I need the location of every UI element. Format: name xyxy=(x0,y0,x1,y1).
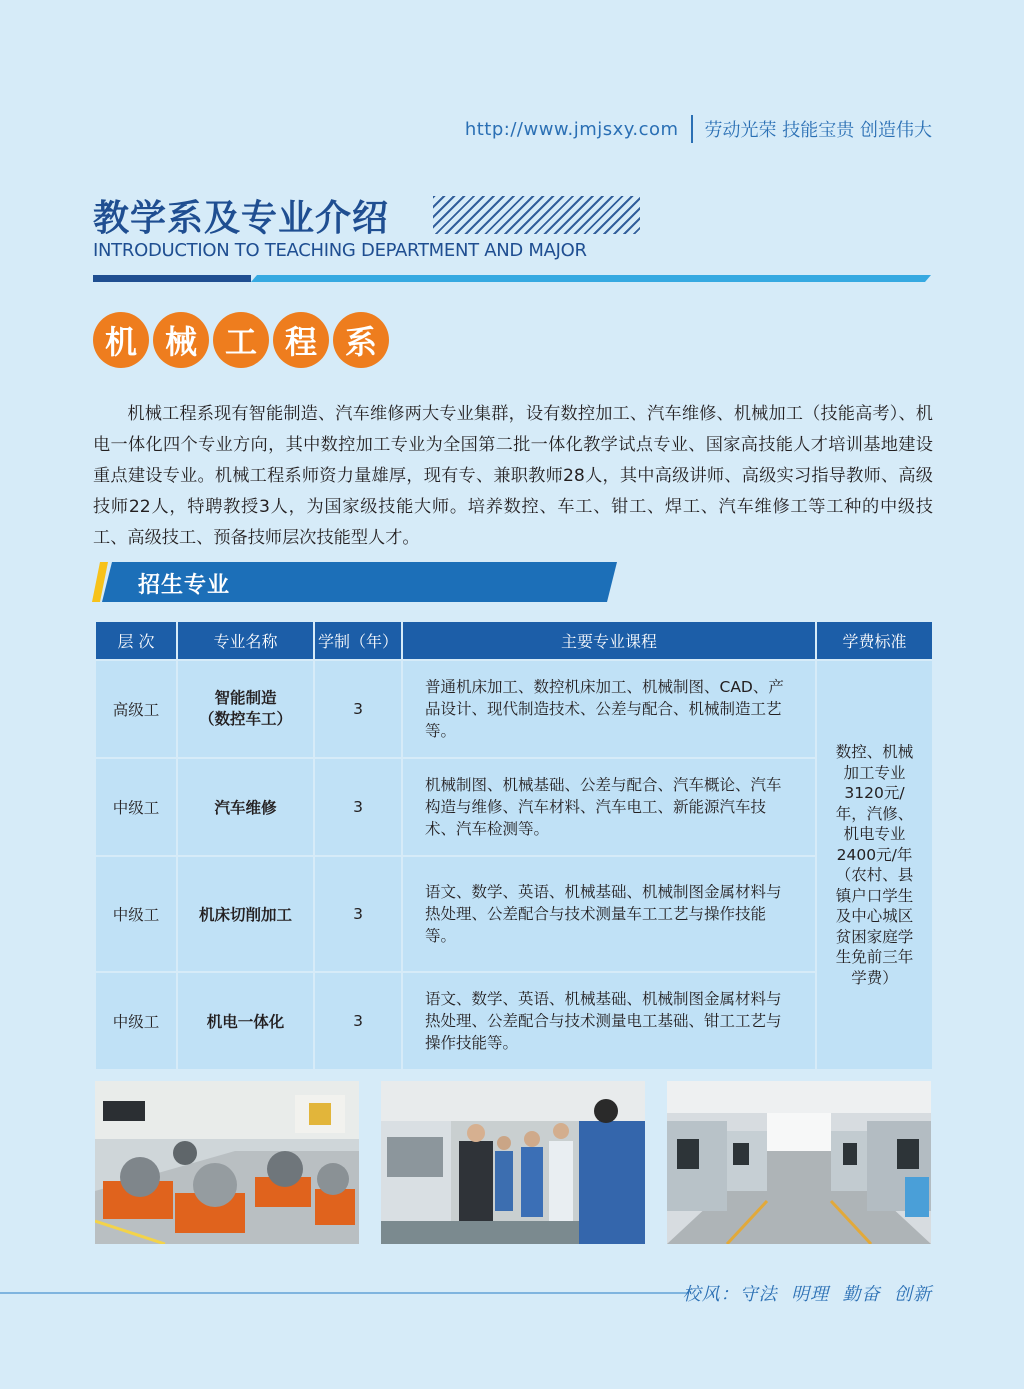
level-cell: 高级工 xyxy=(95,660,177,758)
department-char: 械 xyxy=(153,312,209,368)
underline-light-segment xyxy=(251,275,931,282)
page-title: 教学系及专业介绍 xyxy=(93,198,390,239)
major-name-cell: 汽车维修 xyxy=(177,758,314,856)
table-row xyxy=(95,660,933,758)
title-underline xyxy=(93,275,931,282)
department-char: 程 xyxy=(273,312,329,368)
department-intro: 机械工程系现有智能制造、汽车维修两大专业集群，设有数控加工、汽车维修、机械加工（技能高考）、机电一体化四个专业方向，其中数控加工专业为全国第二批一体化教学试点专业、国家高技能人才培训基地建设重点建设专业。机械工程系师资力量雄厚，现有专、兼职教师28人，其中高级讲师、高级实习指导教师、高级技师22人，特聘教授3人，为国家级技能大师。培养数控、车工、钳工、焊工、汽车维修工等工种的中级技工、高级技工、预备技师层次技能型人才。 xyxy=(93,404,933,549)
engine-workshop-photo xyxy=(95,1081,359,1244)
table-row xyxy=(95,856,933,972)
header-level: 层 次 xyxy=(95,621,177,660)
duration-cell: 3 xyxy=(314,972,402,1070)
courses-cell: 语文、数学、英语、机械基础、机械制图金属材料与热处理、公差配合与技术测量电工基础、钳工工艺与操作技能等。 xyxy=(402,972,816,1070)
lathe-training-photo xyxy=(381,1081,645,1244)
page-subtitle-en: INTRODUCTION TO TEACHING DEPARTMENT AND MAJOR xyxy=(93,240,587,261)
courses-cell: 语文、数学、英语、机械基础、机械制图金属材料与热处理、公差配合与技术测量车工工艺与操作技能等。 xyxy=(402,856,816,972)
duration-cell: 3 xyxy=(314,660,402,758)
courses-cell: 机械制图、机械基础、公差与配合、汽车概论、汽车构造与维修、汽车材料、汽车电工、新能源汽车技术、汽车检测等。 xyxy=(402,758,816,856)
cnc-hall-photo xyxy=(667,1081,931,1244)
majors-table xyxy=(94,620,934,1071)
header-courses: 主要专业课程 xyxy=(402,621,816,660)
header-divider xyxy=(691,115,693,143)
level-cell: 中级工 xyxy=(95,856,177,972)
photo-strip xyxy=(95,1081,931,1244)
major-name-cell: 智能制造 （数控车工） xyxy=(177,660,314,758)
title-hatch-decoration xyxy=(433,196,640,234)
header-motto: 劳动光荣 技能宝贵 创造伟大 xyxy=(704,120,932,141)
major-name-cell: 机电一体化 xyxy=(177,972,314,1070)
header-bar xyxy=(465,114,932,144)
table-header-row xyxy=(95,621,933,660)
website-url[interactable]: http://www.jmjsxy.com xyxy=(464,118,679,140)
tuition-cell: 数控、机械加工专业3120元/年，汽修、机电专业2400元/年（农村、县镇户口学生及中心城区贫困家庭学生免前三年学费） xyxy=(816,660,933,1070)
major-name-cell: 机床切削加工 xyxy=(177,856,314,972)
department-char: 工 xyxy=(213,312,269,368)
department-title xyxy=(93,312,389,368)
courses-cell: 普通机床加工、数控机床加工、机械制图、CAD、产品设计、现代制造技术、公差与配合、机械制造工艺等。 xyxy=(402,660,816,758)
level-cell: 中级工 xyxy=(95,758,177,856)
section-title: 招生专业 xyxy=(138,573,231,598)
school-motto-footer: 校风：守法 明理 勤奋 创新 xyxy=(682,1284,932,1305)
underline-dark-segment xyxy=(93,275,251,282)
level-cell: 中级工 xyxy=(95,972,177,1070)
header-duration: 学制（年） xyxy=(314,621,402,660)
footer-rule xyxy=(0,1292,688,1294)
header-major-name: 专业名称 xyxy=(177,621,314,660)
header-tuition: 学费标准 xyxy=(816,621,933,660)
department-char: 机 xyxy=(93,312,149,368)
department-char: 系 xyxy=(333,312,389,368)
table-row xyxy=(95,758,933,856)
duration-cell: 3 xyxy=(314,856,402,972)
table-row xyxy=(95,972,933,1070)
section-header xyxy=(92,562,617,602)
duration-cell: 3 xyxy=(314,758,402,856)
